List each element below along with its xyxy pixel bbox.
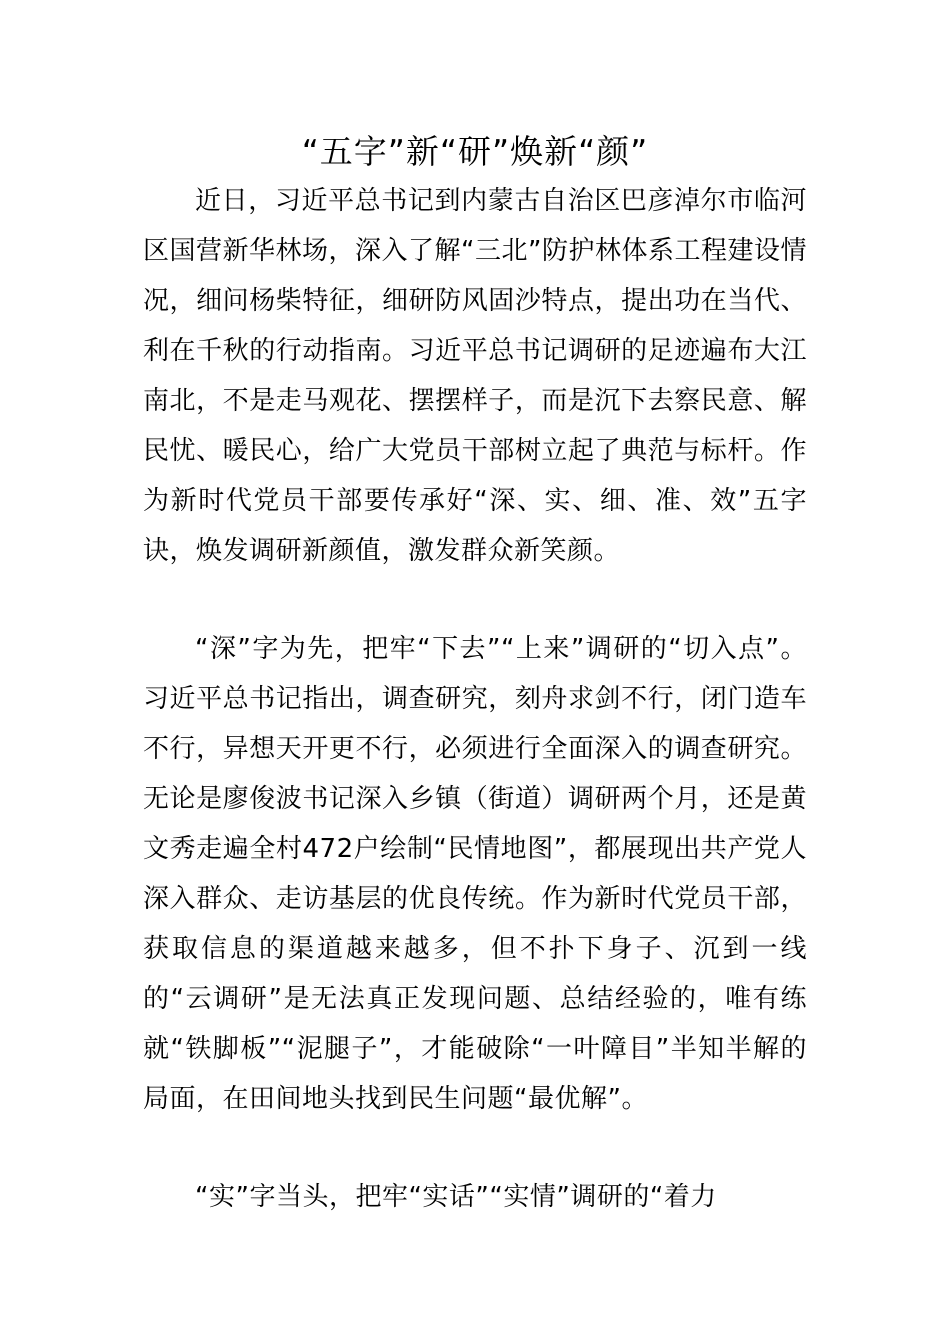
paragraph-intro: 近日，习近平总书记到内蒙古自治区巴彦淖尔市临河区国营新华林场，深入了解“三北”防护林体系工程建设情况，细问杨柴特征，细研防风固沙特点，提出功在当代、利在千秋的行动指南。习近平总书记调研的足迹遍布大江南北，不是走马观花、摆摆样子，而是沉下去察民意、解民忧、暖民心，给广大党员干部树立起了典范与标杆。作为新时代党员干部要传承好“深、实、细、准、效”五字诀，焕发调研新颜值，激发群众新笑颜。 [143, 186, 807, 566]
paragraph-shen: “深”字为先，把牢“下去”“上来”调研的“切入点”。习近平总书记指出，调查研究，刻舟求剑不行，闭门造车不行，异想天开更不行，必须进行全面深入的调查研究。无论是廖俊波书记深入乡镇（街道）调研两个月，还是黄文秀走遍全村472户绘制“民情地图”，都展现出共产党人深入群众、走访基层的优良传统。作为新时代党员干部，获取信息的渠道越来越多，但不扑下身子、沉到一线的“云调研”是无法真正发现问题、总结经验的，唯有练就“铁脚板”“泥腿子”，才能破除“一叶障目”半知半解的局面，在田间地头找到民生问题“最优解”。 [143, 634, 807, 1114]
document-title: “五字”新“研”焕新“颜” [301, 132, 649, 171]
paragraph-shi: “实”字当头，把牢“实话”“实情”调研的“着力 [195, 1182, 717, 1212]
